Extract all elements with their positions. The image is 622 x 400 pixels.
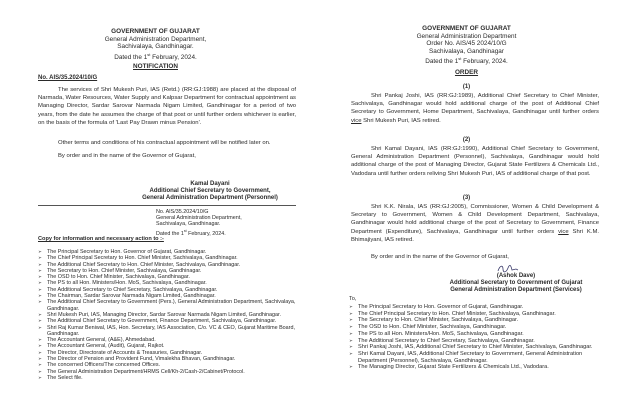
notification-number: No. AIS/35.2024/10/G <box>38 75 98 81</box>
notification-signatory <box>120 181 300 202</box>
recipient-item: ➢ The Chairman, Sardar Sarovar Narmada Nigam Limited, Gandhinagar. <box>38 293 296 299</box>
notification-paragraph-2: Other terms and conditions of his contractual appointment will be notified later on. <box>58 140 271 146</box>
signatory-department: General Administration Department (Services) <box>450 287 582 294</box>
to-label: To, <box>349 296 357 302</box>
recipient-item: ➢ The Secretary to Hon. Chief Minister, Sachivalaya, Gandhinagar. <box>349 317 601 324</box>
notification-paragraph-3: By order and in the name of the Governor of Gujarat, <box>58 153 196 159</box>
signatory-department: General Administration Department (Personnel) <box>142 195 278 201</box>
recipient-item: ➢ The Select file. <box>38 375 296 381</box>
recipient-item: ➢ Shri Kamal Dayani, IAS, Additional Chief Secretary to Government, General Administration Department (Personnel), Sachivalaya, Gandhinagar. <box>349 351 601 364</box>
recipient-item: ➢ The OSD to Hon. Chief Minister, Sachivalaya, Gandhinagar. <box>349 324 601 331</box>
notification-title: NOTIFICATION <box>133 63 178 70</box>
signatory-designation: Additional Secretary to Government of Gujarat <box>449 280 583 287</box>
divider-line <box>38 205 296 206</box>
order-title: ORDER <box>454 69 479 76</box>
recipient-item: ➢ The OSD to Hon. Chief Minister, Sachivalaya, Gandhinagar. <box>38 274 296 280</box>
to-recipient-list <box>349 304 601 371</box>
order-closing: By order and in the name of the Governor of Gujarat, <box>371 254 509 260</box>
order-signatory <box>421 273 611 295</box>
recipient-item: ➢ Shri Mukesh Puri, IAS, Managing Director, Sardar Sarovar Narmada Nigam Limited, Gandhinagar. <box>38 312 296 318</box>
order-number: Order No. AIS/45 2024/10/G <box>426 40 507 48</box>
order-2-number: (2) <box>462 137 471 143</box>
notification-header <box>0 28 311 62</box>
recipient-item: ➢ The PS to all Hon. Ministers/Hon. MoS, Sachivalaya, Gandhinagar. <box>38 280 296 286</box>
copy-location: Sachivalaya, Gandhinagar. <box>156 221 221 228</box>
notification-paragraph-1: The services of Shri Mukesh Puri, IAS (Retd.) (RR:GJ:1988) are placed at the disposal of Narmada, Water Resources, Water Supply and Kalpsar Department for contractual appointment as Managing Director, Sardar Sarovar Narmada Nigam Limited, Gandhinagar for a period of two years, from the date he assumes the charge of that post or until further orders whichever is earlier, on the basis of the formula of 'Last Pay Drawn minus Pension'. <box>38 87 296 126</box>
order-1-number: (1) <box>462 84 471 90</box>
recipient-item: ➢ The Additional Chief Secretary to Hon. Chief Minister, Sachivalaya, Gandhinagar. <box>38 262 296 268</box>
department-line: General Administration Department, <box>104 35 207 43</box>
government-title: GOVERNMENT OF GUJARAT <box>422 25 511 32</box>
recipient-item: ➢ The Additional Secretary to Chief Secretary, Sachivalaya, Gandhinagar. <box>349 338 601 345</box>
recipient-item: ➢ The Additional Secretary to Chief Secretary, Sachivalaya, Gandhinagar. <box>38 287 296 293</box>
copy-heading: Copy for information and necessary action to :- <box>38 236 164 242</box>
recipient-item: ➢ The Accountant General, (Audit), Gujarat, Rajkot. <box>38 343 296 349</box>
copy-recipient-list <box>38 249 296 381</box>
recipient-item: ➢ Shri Raj Kumar Beniwal, IAS, Hon. Secretary, IAS Association, C/o. VC & CEO, Gujarat Maritime Board, Gandhinagar. <box>38 325 296 338</box>
department-line: General Administration Department <box>416 32 517 40</box>
location-line: Sachivalaya, Gandhinagar. <box>117 43 194 51</box>
order-header <box>311 25 622 66</box>
government-title: GOVERNMENT OF GUJARAT <box>111 28 200 35</box>
order-3-text: Shri K.K. Nirala, IAS (RR:GJ:2005), Commissioner, Women & Child Development & Secretary to Government, Women & Child Development Department, Sachivalaya, Gandhinagar would hold additional charge of the post of Secretary to Government, Finance Department (Expenditure), Sachivalaya, Gandhinagar until further orders vice Shri K.M. Bhimajiyani, IAS retired. <box>351 204 600 243</box>
recipient-item: ➢ The Additional Chief Secretary to Government, Finance Department, Sachivalaya, Gandhinagar. <box>38 318 296 324</box>
order-3-number: (3) <box>462 195 471 201</box>
signatory-name: Kamal Dayani <box>190 181 230 187</box>
signatory-designation: Additional Chief Secretary to Government, <box>149 188 271 194</box>
recipient-item: ➢ The Chief Principal Secretary to Hon. Chief Minister, Sachivalaya, Gandhinagar. <box>349 311 601 318</box>
recipient-item: ➢ The General Administration Department/HRMS Cell/Kh-2/Cash-2/Cabinet/Protocol. <box>38 369 296 375</box>
recipient-item: ➢ The Additional Chief Secretary to Government (Pers.), General Administration Department, Sachivalaya, Gandhinagar. <box>38 299 296 312</box>
copy-reference-block <box>156 209 242 237</box>
location-line: Sachivalaya, Gandhinagar <box>429 47 504 55</box>
recipient-item: ➢ The concerned Officers/The concerned Offices. <box>38 362 296 368</box>
recipient-item: ➢ The PS to all Hon. Ministers/Hon. MoS, Sachivalaya, Gandhinagar. <box>349 331 601 338</box>
recipient-item: ➢ The Principal Secretary to Hon. Governor of Gujarat, Gandhinagar. <box>349 304 601 311</box>
copy-number: No. AIS/35.2024/10/G <box>156 209 209 215</box>
recipient-item: ➢ The Managing Director, Gujarat State Fertilizers & Chemicals Ltd., Vadodara. <box>349 364 601 371</box>
recipient-item: ➢ Shri Pankaj Joshi, IAS, Additional Chief Secretary to Chief Minister, Sachivalaya, Gandhinagar. <box>349 344 601 351</box>
date-line: Dated the 1st February, 2024. <box>425 56 508 66</box>
order-page <box>311 0 622 400</box>
recipient-item: ➢ The Accountant General, (A&E), Ahmedabad. <box>38 337 296 343</box>
recipient-item: ➢ The Chief Principal Secretary to Hon. Chief Minister, Sachivalaya, Gandhinagar. <box>38 255 296 261</box>
date-line: Dated the 1st February, 2024. <box>114 51 197 61</box>
recipient-item: ➢ The Principal Secretary to Hon. Governor of Gujarat, Gandhinagar. <box>38 249 296 255</box>
copy-date: Dated the 1st February, 2024. <box>156 228 226 237</box>
copy-department: General Administration Department, <box>156 215 242 222</box>
order-2-text: Shri Kamal Dayani, IAS (RR:GJ:1990), Additional Chief Secretary to Government, General Administration Department (Personnel), Sachivalaya, Gandhinagar would hold additional charge of the post of Managing Director, Gujarat State Fertilizers & Chemicals Ltd., Vadodara until further orders reliving Shri Mukesh Puri, IAS of additional charge of that post. <box>351 146 599 177</box>
signatory-name: (Ashok Dave) <box>496 273 536 279</box>
recipient-item: ➢ The Secretary to Hon. Chief Minister, Sachivalaya, Gandhinagar. <box>38 268 296 274</box>
recipient-item: ➢ The Director, Directorate of Accounts & Treasuries, Gandhinagar. <box>38 350 296 356</box>
order-1-text: Shri Pankaj Joshi, IAS (RR:GJ:1989), Additional Chief Secretary to Chief Minister, Sachivalaya, Gandhinagar would hold additional charge of the post of Additional Chief Secretary to Government, Home Department, Sachivalaya, Gandhinagar until further orders vice Shri Mukesh Puri, IAS retired. <box>351 93 599 124</box>
recipient-item: ➢ The Director of Pension and Provident Fund, Vimalekha Bhavan, Gandhinagar. <box>38 356 296 362</box>
